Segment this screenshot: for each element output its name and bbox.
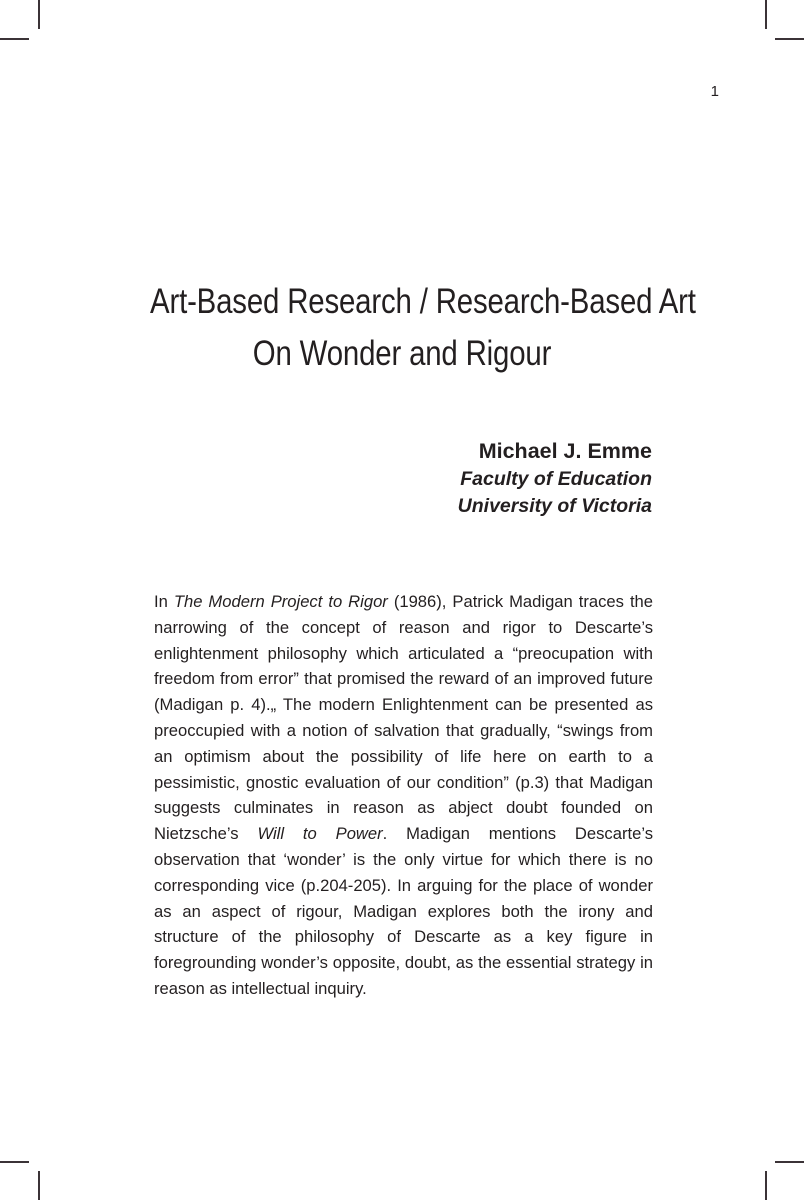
author-block [458, 436, 652, 519]
crop-mark-bottom-left-horizontal [0, 1161, 29, 1163]
article-title [102, 276, 702, 380]
crop-mark-top-right-horizontal [775, 38, 804, 40]
author-affiliation-institution: University of Victoria [457, 494, 652, 517]
article-title-line-2: On Wonder and Rigour [252, 334, 552, 373]
crop-mark-bottom-right-vertical [765, 1171, 767, 1200]
crop-mark-bottom-right-horizontal [775, 1161, 804, 1163]
body-paragraph [154, 589, 653, 1002]
crop-mark-top-right-vertical [765, 0, 767, 29]
author-affiliation-faculty: Faculty of Education [460, 468, 652, 490]
crop-mark-bottom-left-vertical [38, 1171, 40, 1200]
body-text-segment-3: . Madigan mentions Descarte’s observation that ‘wonder’ is the only virtue for which there is no corresponding vice (p.204-205). In arguing for the place of wonder as an aspect of rigour, Madigan explores both the irony and structure of the philosophy of Descarte as a key figure in foregrounding wonder’s opposite, doubt, as the essential strategy in reason as intellectual inquiry. [154, 824, 654, 998]
crop-mark-top-left-vertical [38, 0, 40, 29]
author-name: Michael J. Emme [478, 439, 652, 463]
body-text-segment-2: (1986), Patrick Madigan traces the narrowing of the concept of reason and rigor to Descarte’s enlightenment philosophy which articulated a “preocupation with freedom from error” that promised the reward of an improved future (Madigan p. 4).„ The modern Enlightenment can be presented as preoccupied with a notion of salvation that gradually, “swings from an optimism about the possibility of life here on earth to a pessimistic, gnostic evaluation of our condition” (p.3) that Madigan suggests culminates in reason as abject doubt founded on Nietzsche’s [154, 592, 654, 844]
body-text [154, 589, 653, 1002]
book-title-will-to-power: Will to Power [257, 824, 383, 844]
article-title-line-1: Art-Based Research / Research-Based Art [150, 282, 696, 321]
page-number: 1 [710, 83, 719, 100]
crop-mark-top-left-horizontal [0, 38, 29, 40]
body-text-segment-1: In [154, 592, 174, 611]
book-title-modern-project: The Modern Project to Rigor [173, 592, 388, 611]
